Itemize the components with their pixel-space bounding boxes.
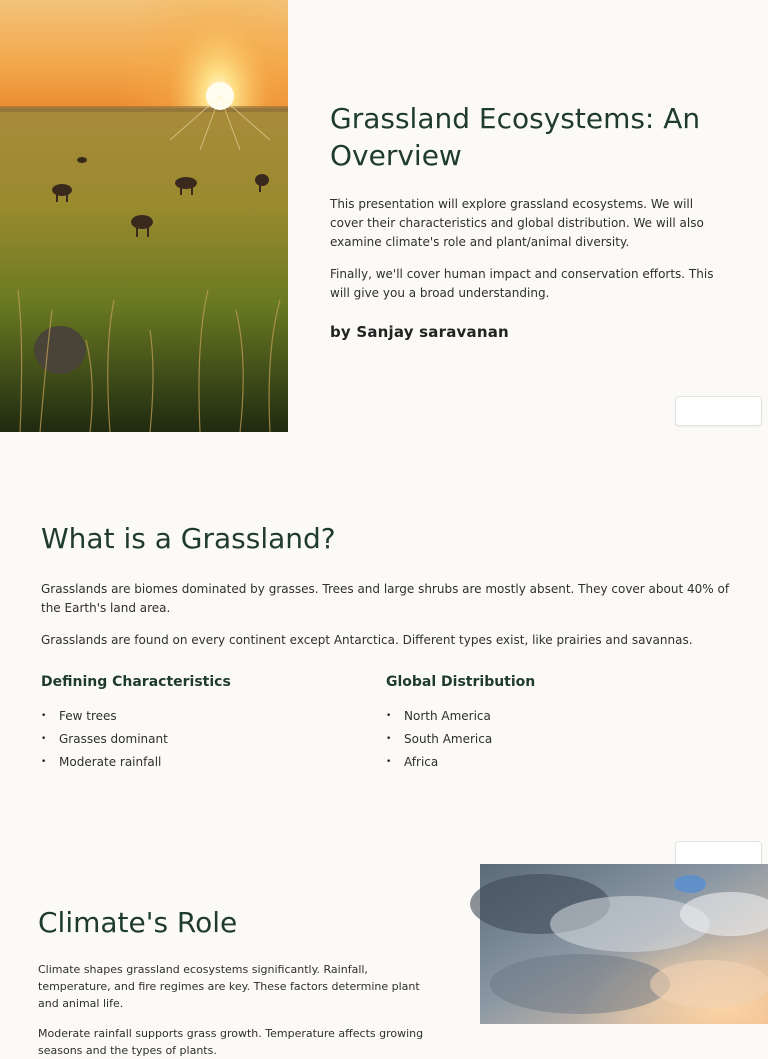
section-title: What is a Grassland? <box>41 522 336 555</box>
column-heading: Defining Characteristics <box>41 674 231 690</box>
slide-climate-role <box>0 864 768 1057</box>
two-column-list <box>41 672 731 773</box>
list-item-label: South America <box>404 731 493 746</box>
bullet-icon: • <box>41 733 47 744</box>
list-item-label: Few trees <box>59 708 117 723</box>
characteristics-column <box>41 672 386 773</box>
bullet-icon: • <box>41 710 47 721</box>
characteristics-list <box>41 704 386 773</box>
list-item <box>41 727 386 750</box>
column-heading: Global Distribution <box>386 674 536 690</box>
list-item <box>386 727 731 750</box>
section-title: Climate's Role <box>38 906 238 939</box>
cloudy-sky-image <box>480 864 768 1024</box>
climate-block <box>38 904 438 1059</box>
distribution-paragraph: Grasslands are found on every continent except Antarctica. Different types exist, like prairies and savannas. <box>41 633 693 647</box>
list-item-label: Grasses dominant <box>59 731 168 746</box>
definition-block <box>41 520 731 773</box>
climate-paragraph-2: Moderate rainfall supports grass growth. Temperature affects growing seasons and the types of plants. <box>38 1027 424 1057</box>
list-item-label: North America <box>404 708 491 723</box>
list-item-label: Moderate rainfall <box>59 754 162 769</box>
bullet-icon: • <box>386 733 392 744</box>
list-item <box>41 704 386 727</box>
title-block <box>330 100 730 341</box>
climate-paragraph: Climate shapes grassland ecosystems significantly. Rainfall, temperature, and fire regimes are key. These factors determine plant and animal life. <box>38 963 420 1010</box>
list-item <box>41 750 386 773</box>
list-item-label: Africa <box>404 754 439 769</box>
list-item <box>386 750 731 773</box>
bullet-icon: • <box>41 756 47 767</box>
intro-paragraph-2: Finally, we'll cover human impact and conservation efforts. This will give you a broad understanding. <box>330 267 714 300</box>
list-item <box>386 704 731 727</box>
bullet-icon: • <box>386 710 392 721</box>
slide-action-button[interactable] <box>675 396 762 426</box>
bullet-icon: • <box>386 756 392 767</box>
slide-title <box>0 0 768 432</box>
intro-paragraph: This presentation will explore grassland ecosystems. We will cover their characteristics and global distribution. We will also examine climate's role and plant/animal diversity. <box>330 197 704 249</box>
page-title: Grassland Ecosystems: An Overview <box>330 102 701 172</box>
author-byline: by Sanjay saravanan <box>330 323 509 341</box>
definition-paragraph: Grasslands are biomes dominated by grasses. Trees and large shrubs are mostly absent. They cover about 40% of the Earth's land area. <box>41 582 730 615</box>
distribution-column <box>386 672 731 773</box>
distribution-list <box>386 704 731 773</box>
slide-what-is-grassland <box>0 432 768 864</box>
savanna-sunset-image <box>0 0 288 432</box>
